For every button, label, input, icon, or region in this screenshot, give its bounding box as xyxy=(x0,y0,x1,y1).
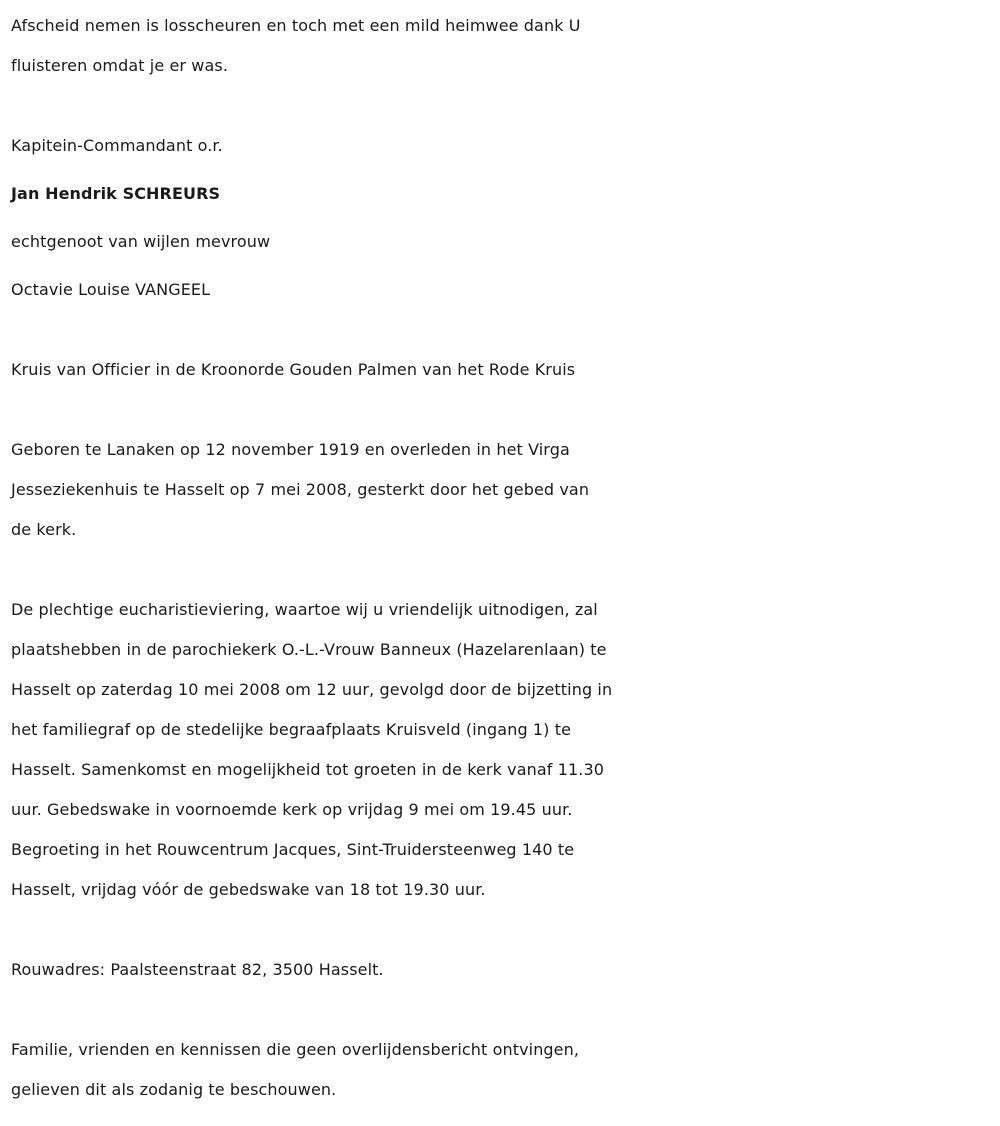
birth-death-line-3: de kerk. xyxy=(11,520,77,539)
intro-line-2: fluisteren omdat je er was. xyxy=(11,56,229,75)
ceremony-line-8: Hasselt, vrijdag vóór de gebedswake van 18 tot 19.30 uur. xyxy=(11,880,486,899)
ceremony-paragraph xyxy=(11,590,996,910)
birth-death-paragraph xyxy=(11,430,996,550)
closing-line-1: Familie, vrienden en kennissen die geen overlijdensbericht ontvingen, xyxy=(11,1040,580,1059)
deceased-block xyxy=(11,126,996,310)
spouse-name: Octavie Louise VANGEEL xyxy=(11,280,211,299)
ceremony-line-3: Hasselt op zaterdag 10 mei 2008 om 12 uur, gevolgd door de bijzetting in xyxy=(11,680,613,699)
ceremony-line-5: Hasselt. Samenkomst en mogelijkheid tot groeten in de kerk vanaf 11.30 xyxy=(11,760,605,779)
obituary-document xyxy=(11,6,996,1110)
honors-line: Kruis van Officier in de Kroonorde Gouden Palmen van het Rode Kruis xyxy=(11,360,576,379)
address-line: Rouwadres: Paalsteenstraat 82, 3500 Hasselt. xyxy=(11,960,384,979)
ceremony-line-4: het familiegraf op de stedelijke begraafplaats Kruisveld (ingang 1) te xyxy=(11,720,572,739)
ceremony-line-1: De plechtige eucharistieviering, waartoe wij u vriendelijk uitnodigen, zal xyxy=(11,600,598,619)
ceremony-line-2: plaatshebben in de parochiekerk O.-L.-Vrouw Banneux (Hazelarenlaan) te xyxy=(11,640,607,659)
closing-line-2: gelieven dit als zodanig te beschouwen. xyxy=(11,1080,337,1099)
spouse-intro: echtgenoot van wijlen mevrouw xyxy=(11,232,271,251)
closing-paragraph xyxy=(11,1030,996,1110)
intro-line-1: Afscheid nemen is losscheuren en toch met een mild heimwee dank U xyxy=(11,16,581,35)
honors-paragraph xyxy=(11,350,996,390)
deceased-name: Jan Hendrik SCHREURS xyxy=(11,184,221,203)
birth-death-line-2: Jesseziekenhuis te Hasselt op 7 mei 2008, gesterkt door het gebed van xyxy=(11,480,590,499)
deceased-rank: Kapitein-Commandant o.r. xyxy=(11,136,223,155)
address-paragraph xyxy=(11,950,996,990)
birth-death-line-1: Geboren te Lanaken op 12 november 1919 en overleden in het Virga xyxy=(11,440,570,459)
ceremony-line-6: uur. Gebedswake in voornoemde kerk op vrijdag 9 mei om 19.45 uur. xyxy=(11,800,573,819)
intro-paragraph xyxy=(11,6,996,86)
ceremony-line-7: Begroeting in het Rouwcentrum Jacques, Sint-Truidersteenweg 140 te xyxy=(11,840,575,859)
